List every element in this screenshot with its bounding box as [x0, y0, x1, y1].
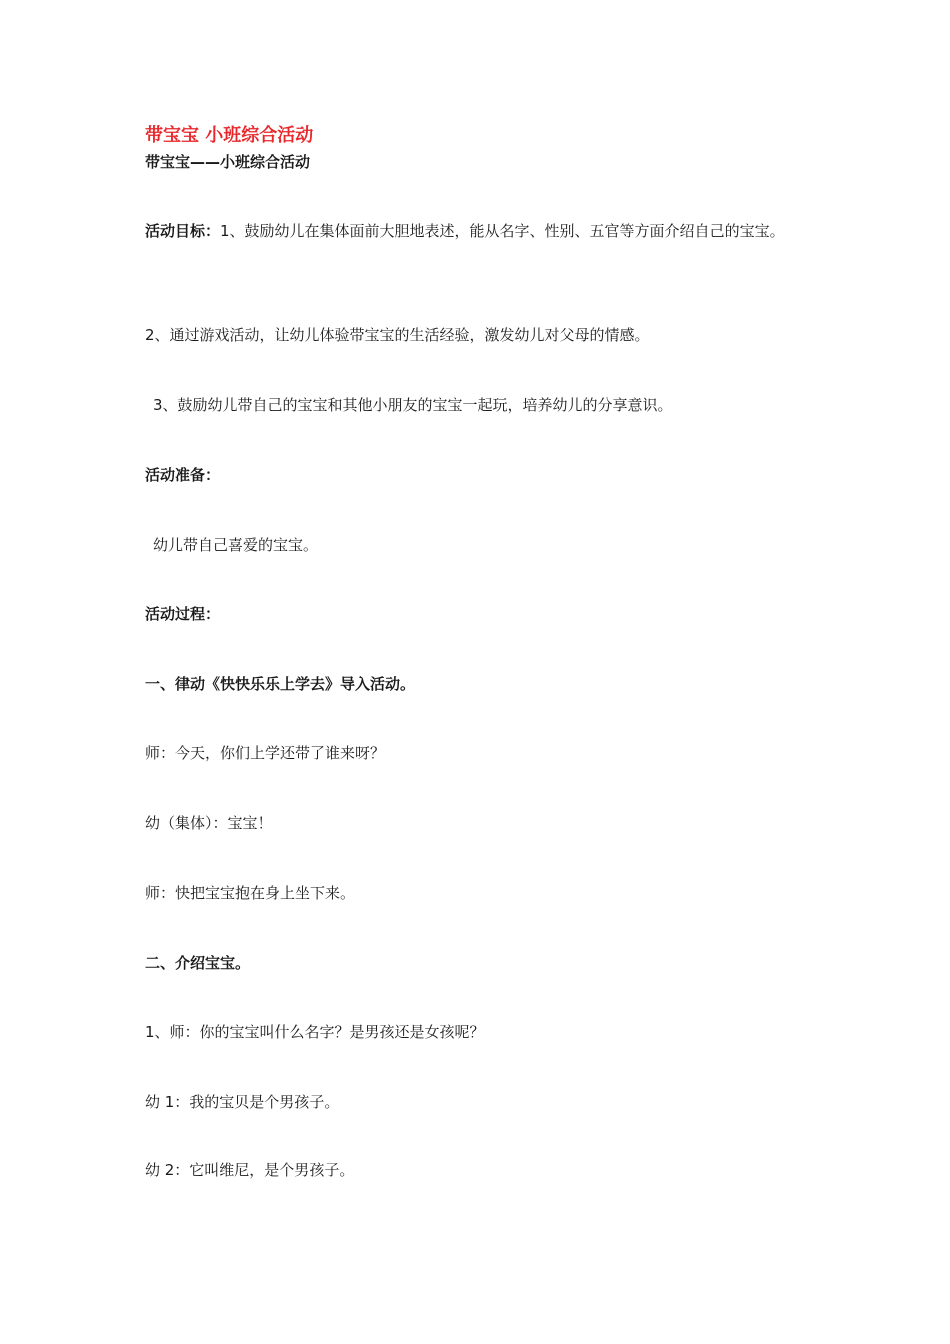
preparation-text: 幼儿带自己喜爱的宝宝。: [153, 536, 319, 554]
goals-item-2: 2、通过游戏活动，让幼儿体验带宝宝的生活经验，激发幼儿对父母的情感。: [145, 326, 650, 344]
process-label: 活动过程：: [145, 605, 221, 623]
dialogue-line: 幼 2：它叫维尼，是个男孩子。: [145, 1161, 355, 1179]
dialogue-line: 1、师：你的宝宝叫什么名字？是男孩还是女孩呢？: [145, 1023, 485, 1041]
document-title: 带宝宝 小班综合活动: [145, 125, 314, 146]
dialogue-line: 师：快把宝宝抱在身上坐下来。: [145, 884, 356, 902]
preparation-label: 活动准备：: [145, 466, 221, 484]
goals-label: 活动目标：: [145, 222, 221, 240]
dialogue-line: 幼（集体）：宝宝！: [145, 814, 273, 832]
dialogue-line: 幼 1：我的宝贝是个男孩子。: [145, 1093, 340, 1111]
goals-item-3: 3、鼓励幼儿带自己的宝宝和其他小朋友的宝宝一起玩，培养幼儿的分享意识。: [153, 396, 673, 414]
dialogue-line: 师：今天，你们上学还带了谁来呀？: [145, 744, 386, 762]
document-subtitle: 带宝宝——小班综合活动: [145, 153, 311, 171]
goals-item-1: 1、鼓励幼儿在集体面前大胆地表述，能从名字、性别、五官等方面介绍自己的宝宝。: [220, 222, 785, 240]
goals-paragraph: [145, 213, 805, 249]
section-1-heading: 一、律动《快快乐乐上学去》导入活动。: [145, 675, 416, 693]
section-2-heading: 二、介绍宝宝。: [145, 954, 251, 972]
